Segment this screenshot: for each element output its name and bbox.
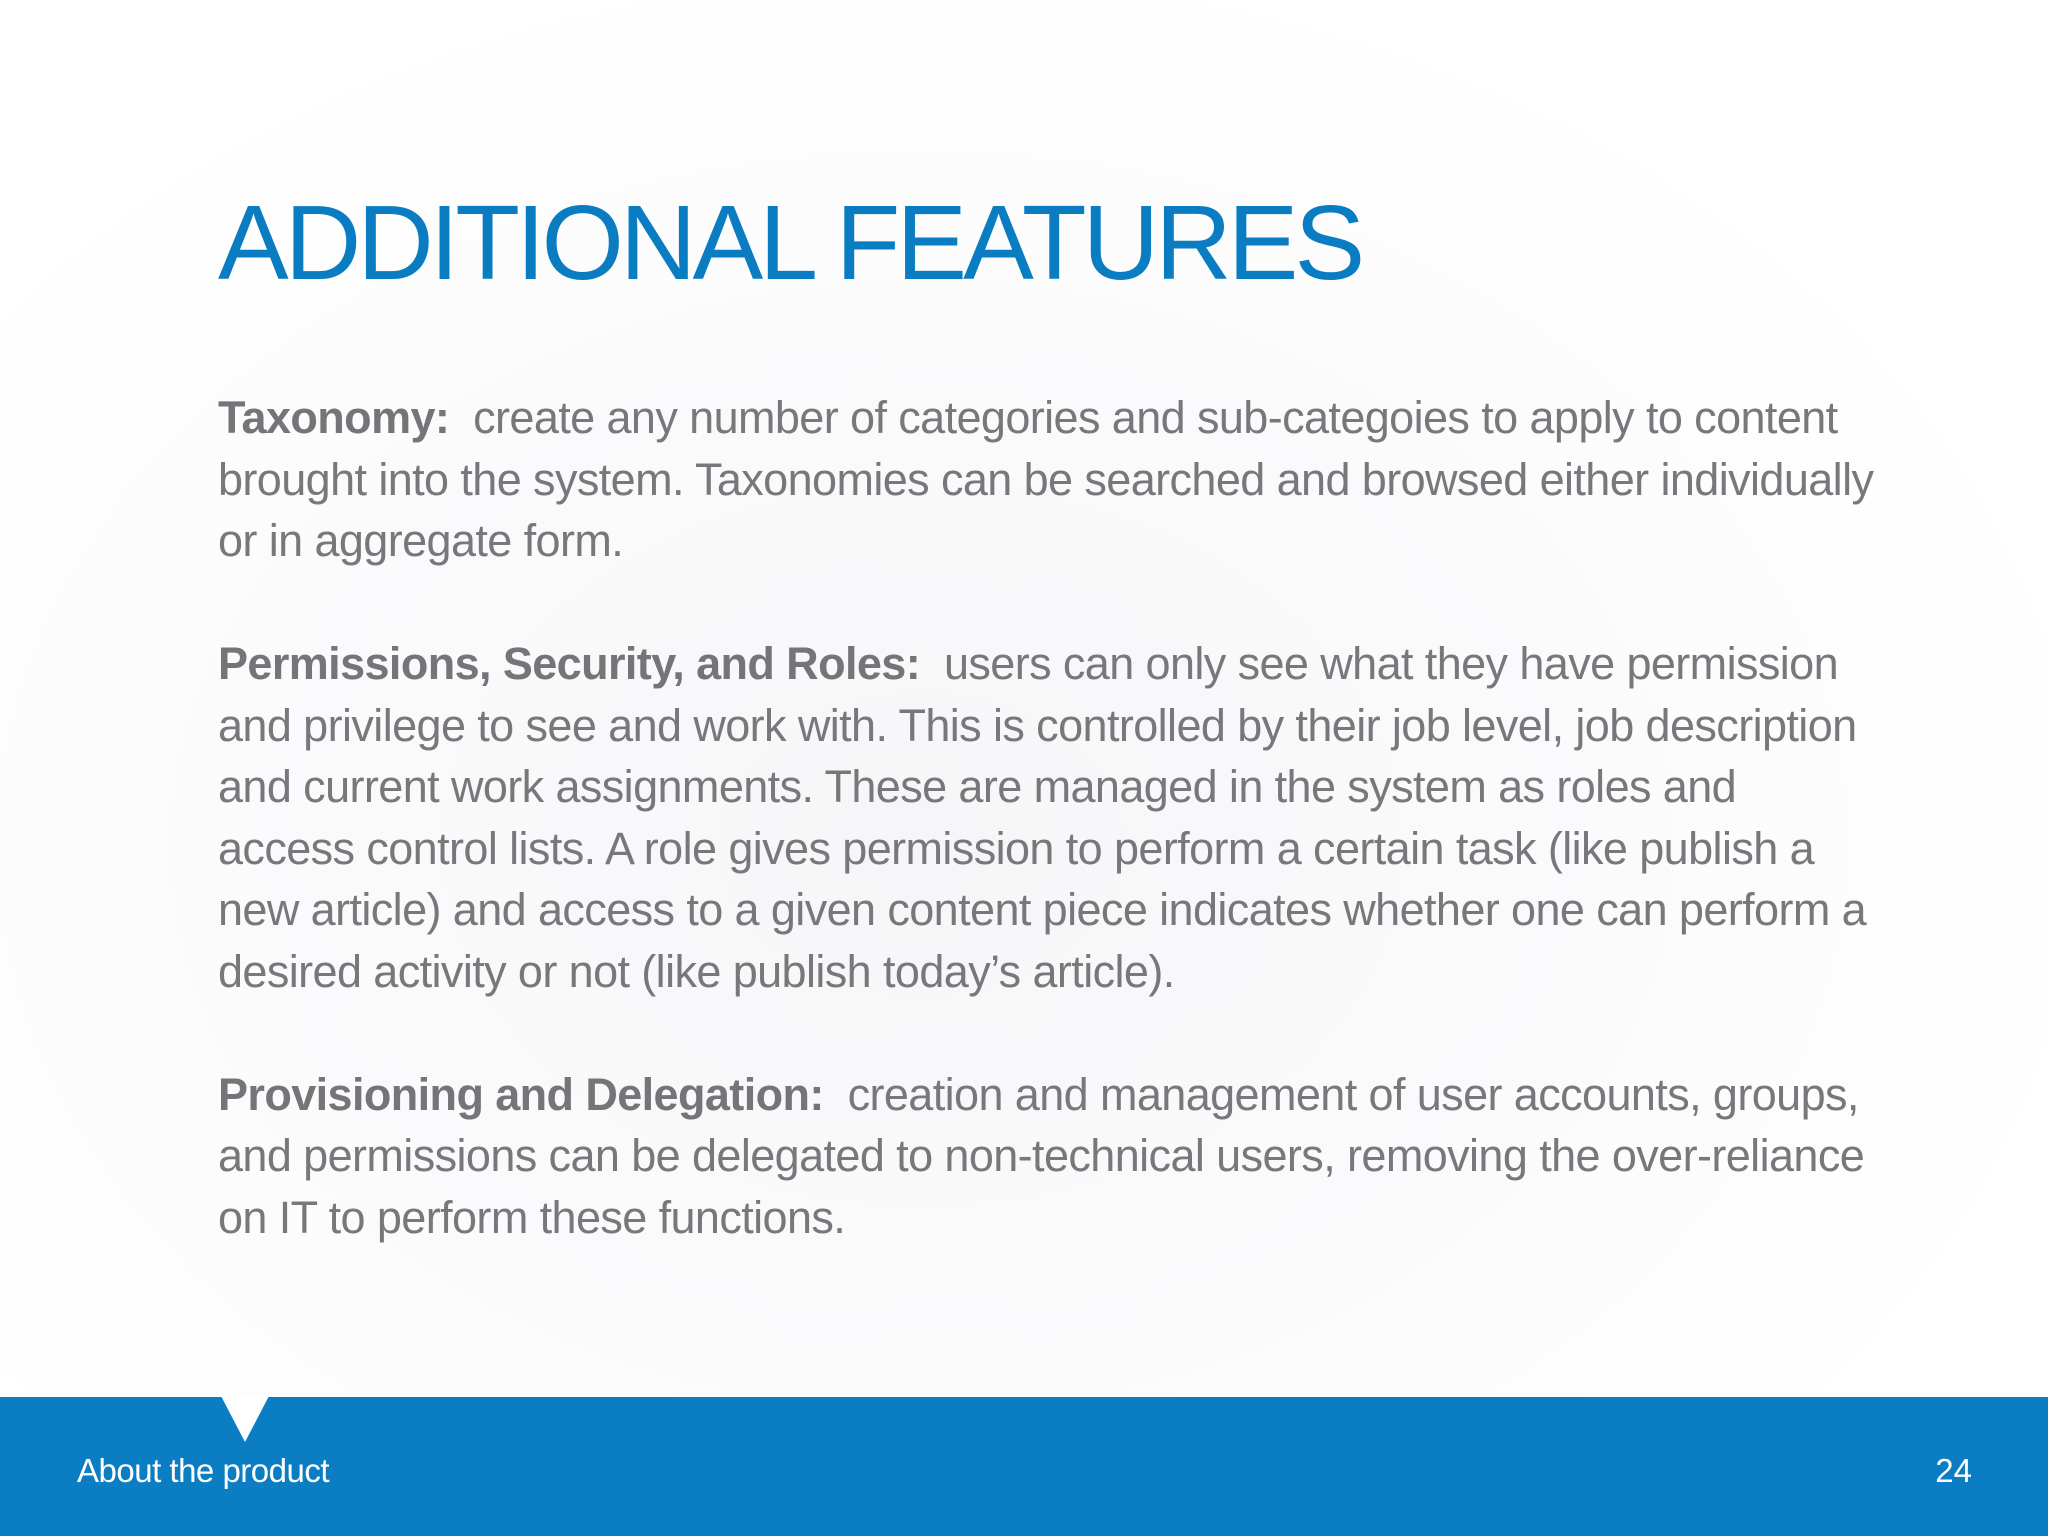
section-taxonomy: [218, 387, 1878, 572]
section-term: Permissions, Security, and Roles:: [218, 638, 921, 689]
footer-section-label: About the product: [77, 1452, 330, 1489]
section-permissions: [218, 633, 1878, 1002]
slide-title: ADDITIONAL FEATURES: [218, 184, 1362, 302]
page-number: 24: [1935, 1452, 1972, 1489]
section-text: create any number of categories and sub-categoies to apply to content brought into the system. Taxonomies can be searched and browsed either individually or in aggregate form.: [218, 392, 1874, 566]
section-term: Taxonomy:: [218, 392, 450, 443]
footer-notch-pointer: [221, 1396, 269, 1442]
slide-body: [218, 387, 1878, 1248]
section-provisioning: [218, 1064, 1878, 1249]
section-text: creation and management of user accounts, groups, and permissions can be delegated to non-technical users, removing the over-reliance on IT to perform these functions.: [218, 1068, 1865, 1243]
section-text: users can only see what they have permission and privilege to see and work with. This is controlled by their job level, job description and current work assignments. These are managed in the system as roles and access control lists. A role gives permission to perform a certain task (like publish a new article) and access to a given content piece indicates whether one can perform a desired activity or not (like publish today’s article).: [218, 638, 1867, 997]
section-term: Provisioning and Delegation:: [218, 1068, 824, 1120]
